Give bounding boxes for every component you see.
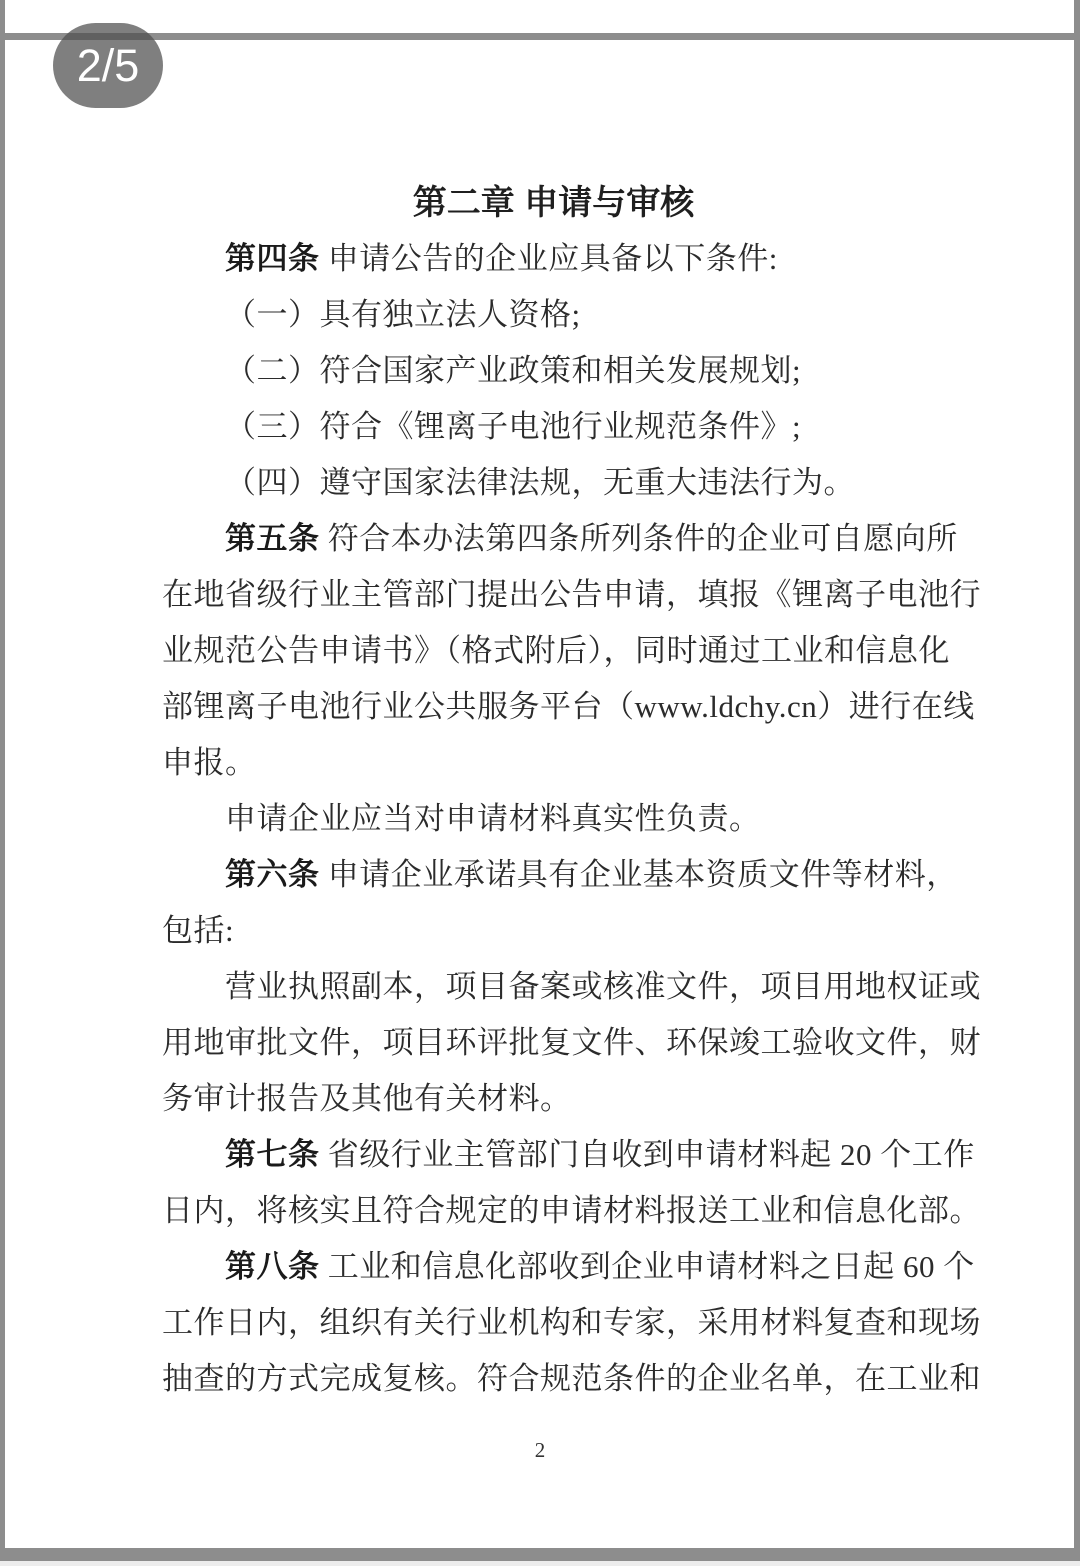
document-line: 用地审批文件，项目环评批复文件、环保竣工验收文件，财 bbox=[162, 1025, 981, 1060]
document-line: 在地省级行业主管部门提出公告申请，填报《锂离子电池行 bbox=[162, 577, 981, 612]
viewer-right-border bbox=[1074, 0, 1080, 1566]
article-number: 第五条 bbox=[225, 521, 320, 556]
viewer-bottom-bar bbox=[0, 1548, 1080, 1561]
document-line: 第六条 申请企业承诺具有企业基本资质文件等材料， bbox=[225, 857, 958, 892]
document-line: 务审计报告及其他有关材料。 bbox=[162, 1081, 572, 1116]
document-line: 抽查的方式完成复核。符合规范条件的企业名单，在工业和 bbox=[162, 1361, 981, 1396]
document-page bbox=[162, 175, 981, 1407]
document-line: （四）遵守国家法律法规，无重大违法行为。 bbox=[225, 465, 855, 500]
article-number: 第六条 bbox=[225, 857, 320, 892]
document-line: （一）具有独立法人资格; bbox=[225, 297, 581, 332]
page-indicator-label: 2/5 bbox=[76, 39, 140, 91]
chapter-title: 第二章 申请与审核 bbox=[412, 184, 695, 222]
document-line: 部锂离子电池行业公共服务平台（www.ldchy.cn）进行在线 bbox=[162, 689, 975, 724]
article-number: 第四条 bbox=[225, 241, 320, 276]
document-line: 第七条 省级行业主管部门自收到申请材料起 20 个工作 bbox=[225, 1137, 975, 1172]
document-line: 业规范公告申请书》（格式附后），同时通过工业和信息化 bbox=[162, 633, 950, 668]
page-indicator-badge bbox=[53, 23, 163, 108]
document-line: 申报。 bbox=[162, 745, 257, 780]
document-line: 工作日内，组织有关行业机构和专家，采用材料复查和现场 bbox=[162, 1305, 981, 1340]
document-line: （三）符合《锂离子电池行业规范条件》; bbox=[225, 409, 802, 444]
article-number: 第八条 bbox=[225, 1249, 320, 1284]
document-line: 日内，将核实且符合规定的申请材料报送工业和信息化部。 bbox=[162, 1193, 981, 1228]
article-number: 第七条 bbox=[225, 1137, 320, 1172]
page-number: 2 bbox=[534, 1438, 546, 1462]
document-line: 第四条 申请公告的企业应具备以下条件: bbox=[225, 241, 778, 276]
document-line: 第五条 符合本办法第四条所列条件的企业可自愿向所 bbox=[225, 521, 958, 556]
document-line: 包括: bbox=[162, 913, 235, 948]
document-line: 营业执照副本，项目备案或核准文件，项目用地权证或 bbox=[225, 969, 981, 1004]
document-line: 申请企业应当对申请材料真实性负责。 bbox=[225, 801, 761, 836]
document-line: 第八条 工业和信息化部收到企业申请材料之日起 60 个 bbox=[225, 1249, 975, 1284]
viewer-bottom-bar-highlight bbox=[0, 1561, 1080, 1566]
viewer-top-border bbox=[0, 33, 1080, 40]
document-line: （二）符合国家产业政策和相关发展规划; bbox=[225, 353, 802, 388]
document-body bbox=[162, 231, 981, 1407]
viewer-left-border bbox=[0, 0, 5, 1566]
